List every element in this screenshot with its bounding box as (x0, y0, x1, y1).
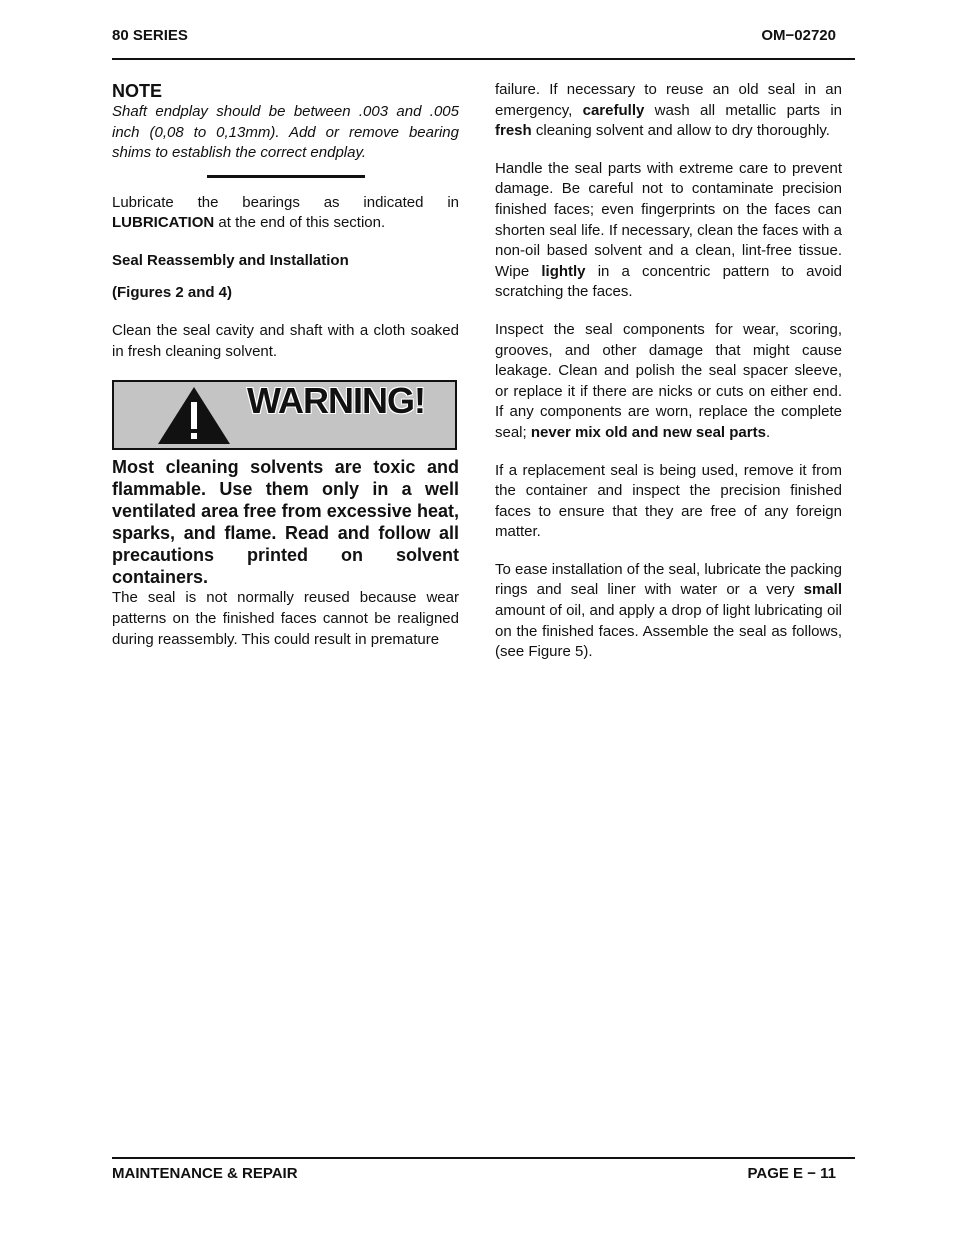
section-title: Seal Reassembly and Installation (112, 251, 349, 269)
lubrication-ref: LUBRICATION (112, 214, 215, 232)
page-header (112, 27, 836, 45)
left-column (112, 80, 459, 650)
clean-paragraph: Clean the seal cavity and shaft with a cloth soaked in fresh cleaning solvent. (112, 322, 459, 360)
inspect-paragraph: Inspect the seal components for wear, scoring, grooves, and other damage that might cause leakage. Clean and polish the seal spacer sleeve, or replace it if there are nicks or cuts on either end. If any components are worn, replace the complete seal; never mix old and new seal parts. (495, 320, 842, 441)
failure-paragraph: failure. If necessary to reuse an old seal in an emergency, carefully wash all metallic parts in fresh cleaning solvent and allow to dry thoroughly. (495, 81, 842, 140)
page-number: PAGE E − 11 (747, 1165, 836, 1182)
page-footer (112, 1165, 836, 1183)
note-title: NOTE (112, 81, 163, 101)
lubricate-paragraph: Lubricate the bearings as indicated in LUBRICATION at the end of this section. (112, 193, 459, 232)
figures-ref: (Figures 2 and 4) (112, 283, 233, 301)
footer-rule (112, 1157, 855, 1159)
replacement-paragraph: If a replacement seal is being used, remove it from the container and inspect the precision finished faces to ensure that they are free of any foreign matter. (495, 461, 842, 541)
installation-paragraph: To ease installation of the seal, lubricate the packing rings and seal liner with water or a very small amount of oil, and apply a drop of light lubricating oil on the finished faces. Assemble the seal as follows, (see Figure 5). (495, 560, 842, 661)
warning-label: WARNING! (247, 380, 425, 422)
note-divider (207, 175, 365, 178)
warning-triangle-icon (156, 385, 232, 445)
handle-paragraph: Handle the seal parts with extreme care to prevent damage. Be careful not to contaminate precision finished faces; even fingerprints on the faces can shorten seal life. If necessary, clean the faces with a non-oil based solvent and a clean, lint-free tissue. Wipe lightly in a concentric pattern to avoid scratching the faces. (495, 159, 842, 301)
section-name: MAINTENANCE & REPAIR (112, 1165, 298, 1182)
right-column (495, 80, 842, 663)
series-label: 80 SERIES (112, 27, 188, 44)
manual-number: OM−02720 (761, 27, 836, 44)
note-text: Shaft endplay should be between .003 and .005 inch (0,08 to 0,13mm). Add or remove bearing shims to establish the correct endplay. (112, 103, 459, 162)
header-rule (112, 58, 855, 60)
warning-text: Most cleaning solvents are toxic and flammable. Use them only in a well ventilated area free from excessive heat, sparks, and flame. Read and follow all precautions printed on solvent containers. (112, 457, 459, 588)
reuse-paragraph: The seal is not normally reused because wear patterns on the finished faces cannot be realigned during reassembly. This could result in premature (112, 589, 459, 648)
warning-banner (112, 380, 457, 450)
